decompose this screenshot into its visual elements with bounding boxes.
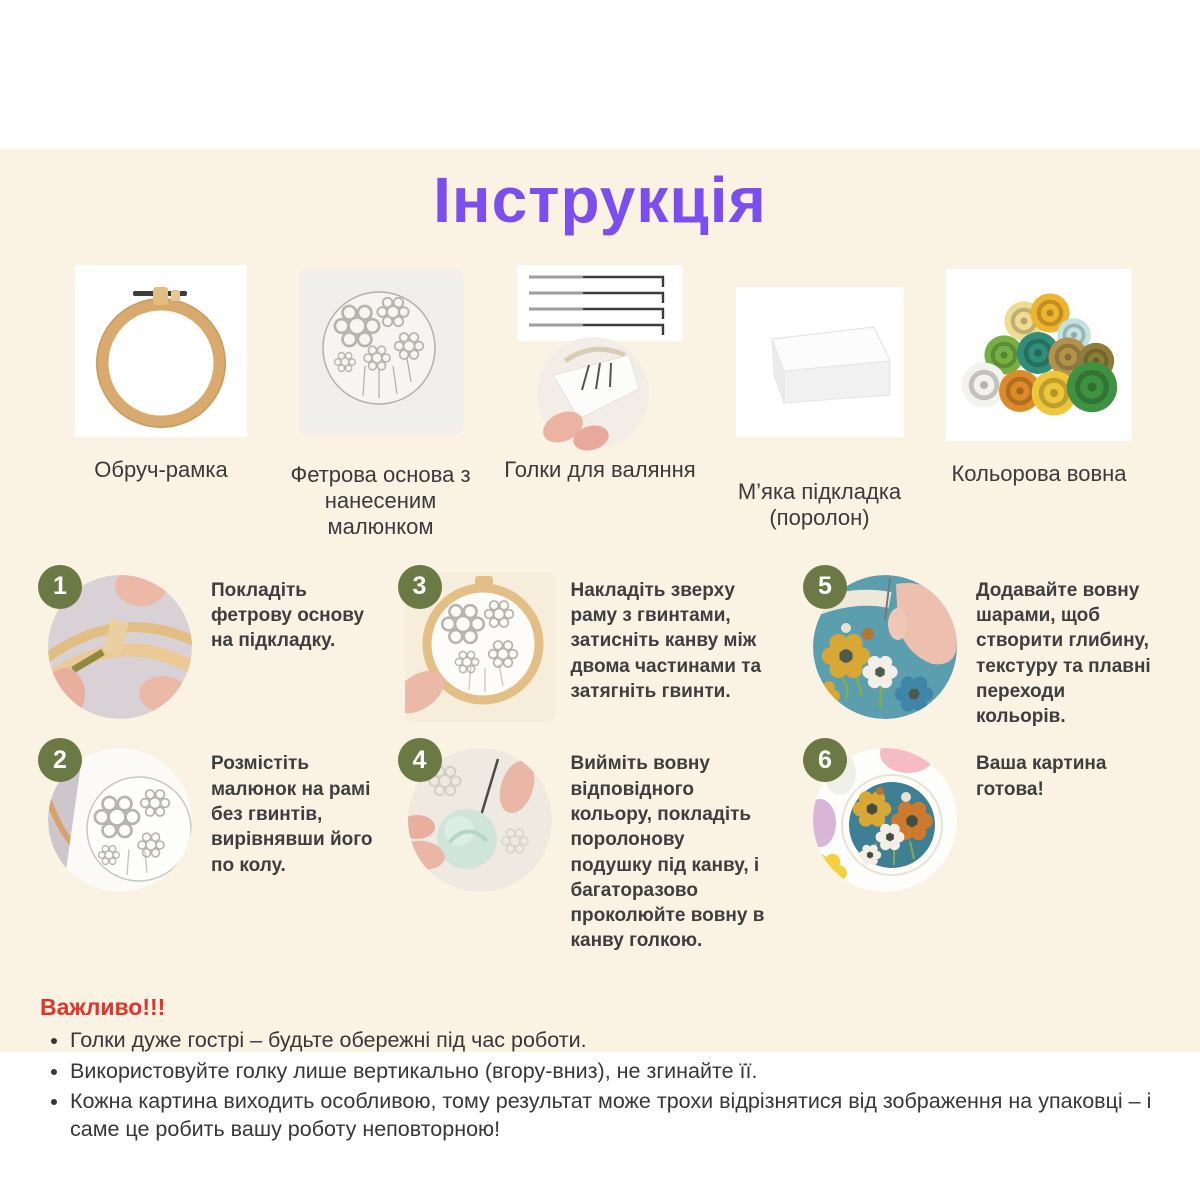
- colored-wool-image: [946, 269, 1132, 457]
- kit-item-wool: [933, 265, 1145, 540]
- step-4: [405, 745, 803, 953]
- step-number-badge: 3: [398, 565, 442, 609]
- kit-item-foam: [714, 265, 926, 540]
- step-5: [810, 572, 1155, 730]
- step-1: [45, 572, 397, 730]
- important-bullet: • Кожна картина виходить особливою, тому результат може трохи відрізнятися від зображення на упаковці – і саме це робить вашу роботу неповторною!: [70, 1088, 1160, 1144]
- step-text: Покладіть фетрову основу на підкладку.: [211, 579, 365, 652]
- felting-needles-image: [517, 265, 683, 453]
- step-3: [405, 572, 803, 730]
- important-section: [0, 994, 1200, 1145]
- kit-item-felt-base: [275, 265, 487, 540]
- content-band: [0, 149, 1200, 1142]
- kit-item-label: Голки для валяння: [504, 457, 696, 482]
- hoop-image: [75, 265, 247, 453]
- step-number-badge: 5: [803, 565, 847, 609]
- step-text: Додавайте вовну шарами, щоб створити глибину, текстуру та плавні переходи кольорів.: [976, 579, 1151, 728]
- steps-grid: [0, 572, 1200, 954]
- kit-item-label: М’яка підкладка (поролон): [737, 479, 902, 530]
- page-title: Інструкція: [433, 164, 767, 236]
- step-number-badge: 4: [398, 738, 442, 782]
- step-number-badge: 1: [38, 565, 82, 609]
- kit-items-row: [0, 265, 1200, 540]
- kit-item-hoop: [55, 265, 267, 540]
- step-6: [810, 745, 1155, 953]
- foam-pad-image: [736, 287, 904, 475]
- kit-item-label: Обруч-рамка: [94, 457, 228, 482]
- important-list: [40, 1027, 1160, 1145]
- important-heading: Важливо!!!: [40, 993, 166, 1020]
- step-number-badge: 2: [38, 738, 82, 782]
- step-text: Ваша картина готова!: [976, 753, 1107, 800]
- felt-base-image: [299, 270, 463, 458]
- step-text: Вийміть вовну відповідного кольору, покладіть поролонову подушку під канву, і багаторазово проколюйте вовну в канву голкою.: [570, 753, 765, 952]
- kit-item-label: Кольорова вовна: [951, 461, 1127, 486]
- step-text: Розмістіть малюнок на рамі без гвинтів, вирівнявши його по колу.: [211, 753, 373, 876]
- kit-item-needles: [494, 265, 706, 540]
- kit-item-label: Фетрова основа з нанесеним малюнком: [290, 462, 471, 539]
- important-bullet: • Голки дуже гострі – будьте обережні під час роботи.: [70, 1027, 1160, 1055]
- step-number-badge: 6: [803, 738, 847, 782]
- step-2: [45, 745, 397, 953]
- important-bullet: • Використовуйте голку лише вертикально (вгору-вниз), не згинайте її.: [70, 1058, 1160, 1086]
- step-text: Накладіть зверху раму з гвинтами, затисніть канву між двома частинами та затягніть гвинти.: [570, 579, 762, 702]
